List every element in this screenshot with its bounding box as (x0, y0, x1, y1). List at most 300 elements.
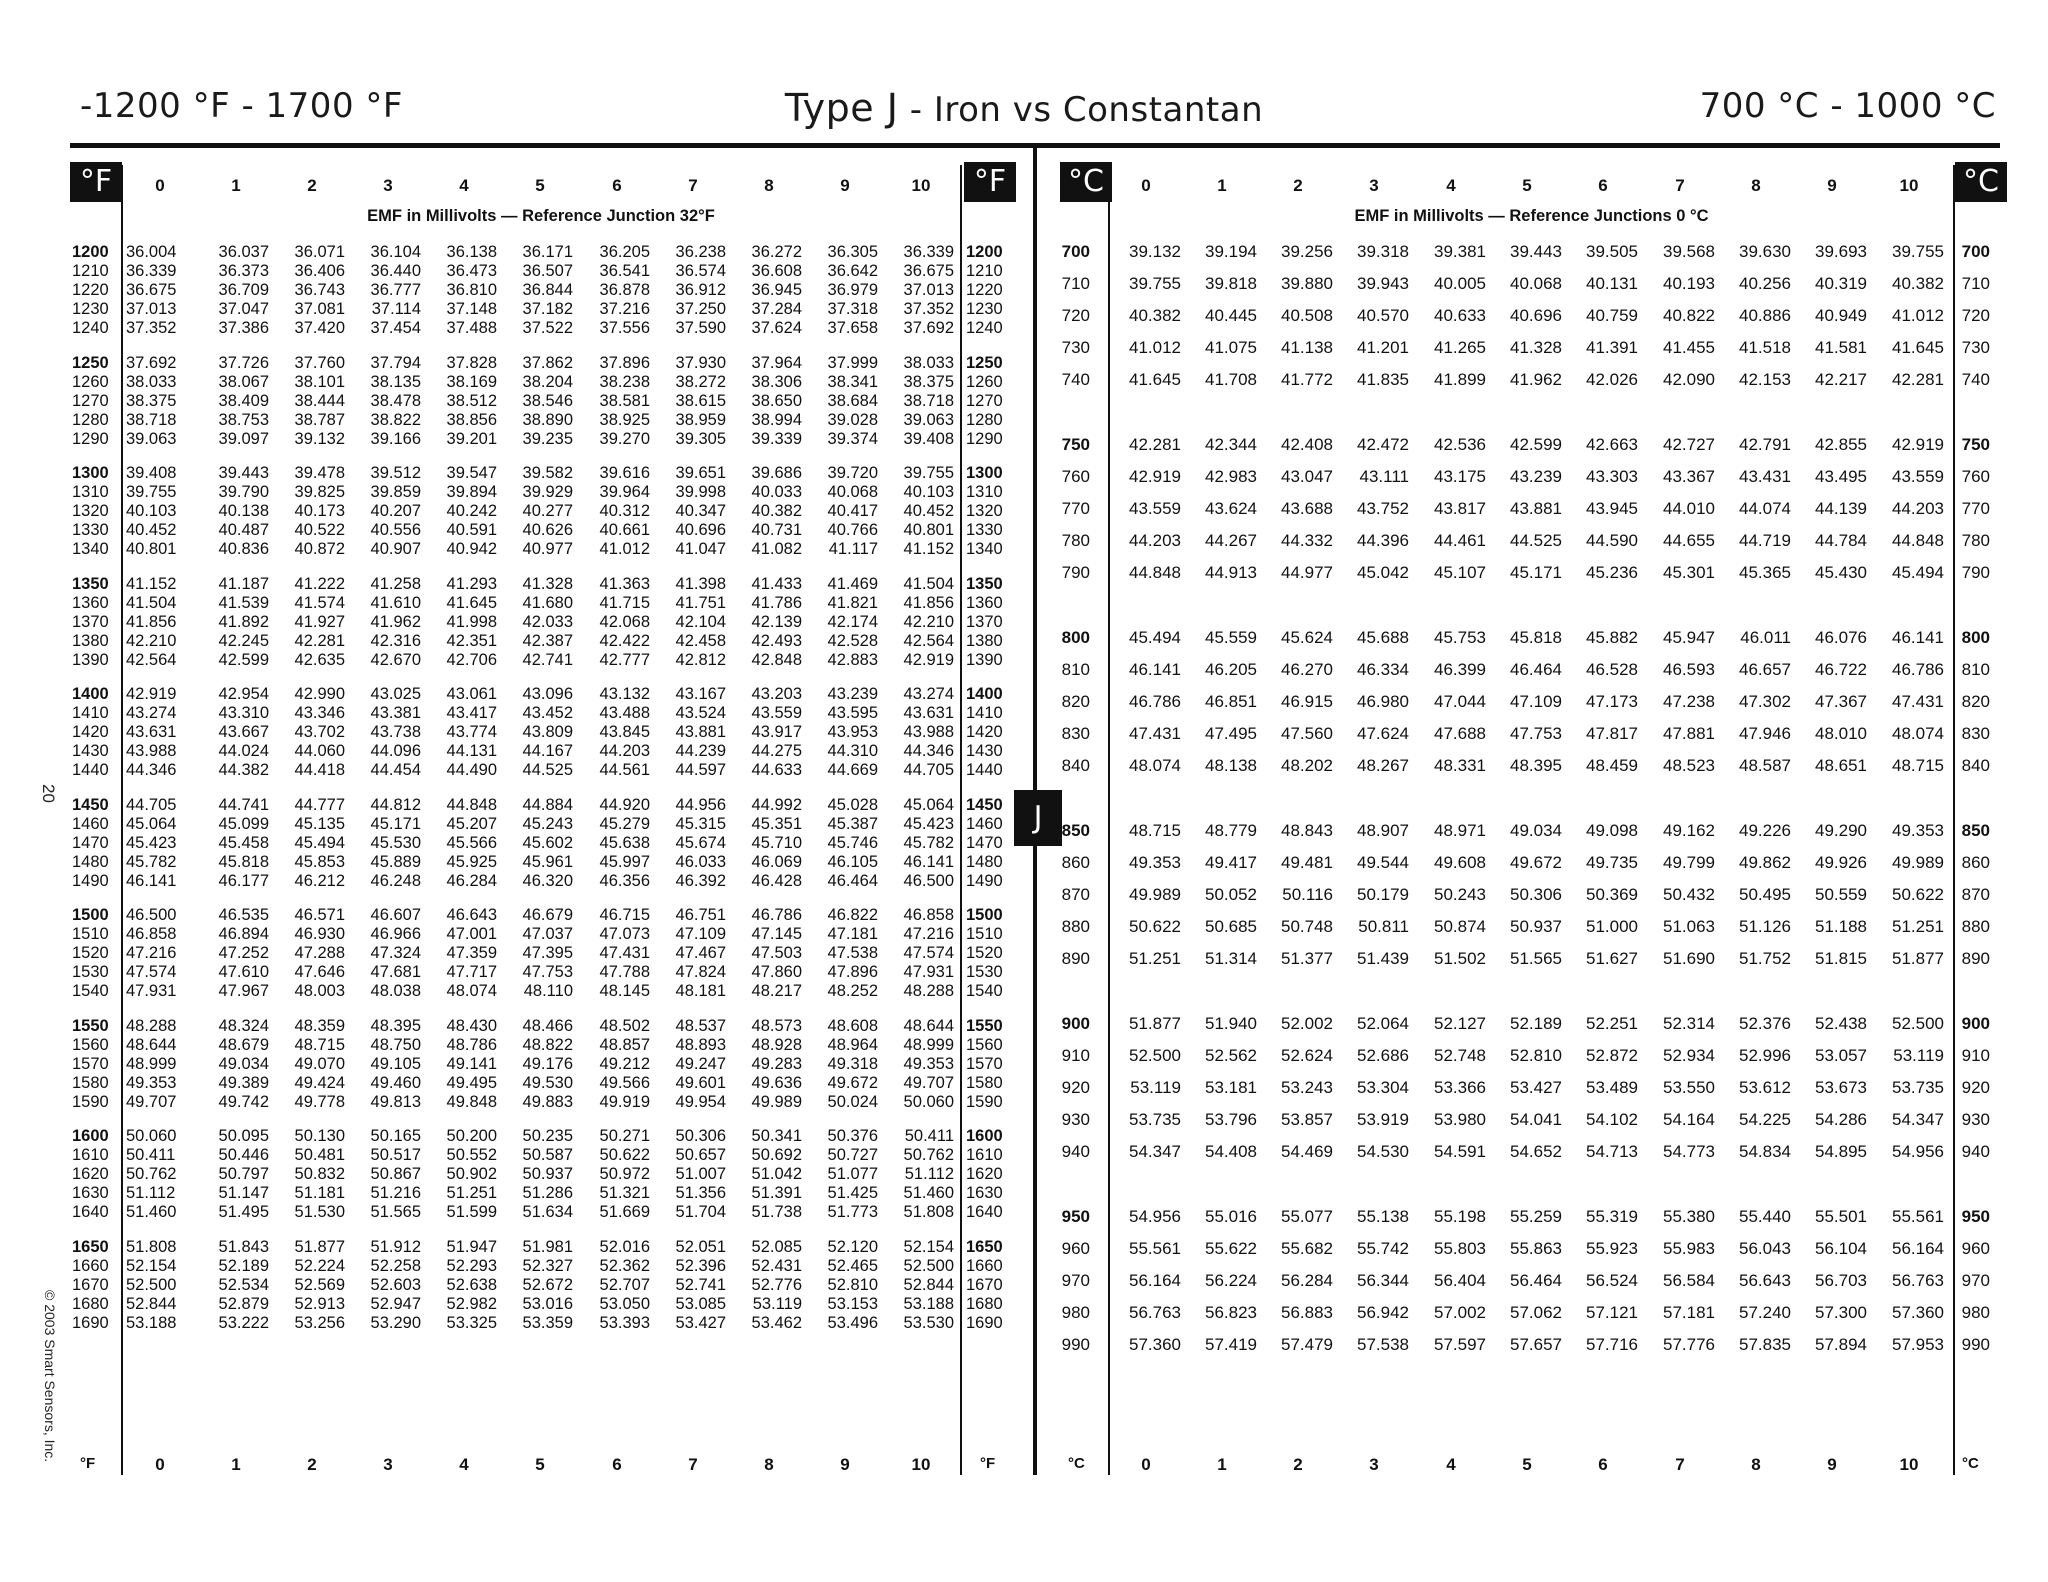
c-column-header: 1 (1217, 176, 1227, 195)
emf-cell: 39.132 (1129, 242, 1181, 261)
row-temp-left: 1330 (72, 521, 109, 539)
emf-cell: 43.752 (1357, 499, 1409, 518)
emf-cell: 56.643 (1739, 1271, 1791, 1290)
emf-cell: 37.556 (599, 319, 650, 337)
emf-cell: 39.194 (1205, 242, 1257, 261)
emf-cell: 53.188 (126, 1313, 177, 1332)
emf-cell: 40.696 (1510, 306, 1562, 325)
emf-cell: 39.790 (218, 483, 269, 501)
emf-cell: 45.494 (294, 833, 345, 852)
emf-cell: 49.799 (1663, 853, 1715, 872)
emf-cell: 43.303 (1586, 467, 1638, 486)
emf-cell: 42.599 (1510, 435, 1562, 454)
emf-cell: 47.560 (1281, 724, 1333, 743)
thermocouple-type-tab: J (1014, 790, 1062, 846)
emf-cell: 47.181 (827, 925, 878, 943)
emf-cell: 44.060 (294, 742, 345, 760)
row-temp-left: 1360 (72, 593, 109, 612)
row-temp-right: 970 (1961, 1271, 1990, 1290)
row-temp-right: 950 (1961, 1207, 1990, 1226)
emf-cell: 45.882 (1586, 628, 1638, 647)
emf-cell: 39.478 (294, 464, 345, 482)
emf-cell: 51.286 (522, 1184, 573, 1202)
emf-cell: 51.063 (1663, 917, 1715, 936)
emf-cell: 42.919 (1129, 467, 1181, 486)
emf-cell: 37.250 (675, 300, 726, 318)
row-temp-left: 1670 (72, 1275, 109, 1294)
emf-cell: 42.706 (446, 650, 497, 669)
emf-cell: 42.855 (1815, 435, 1867, 454)
row-temp-right: 800 (1961, 628, 1990, 647)
emf-cell: 49.919 (599, 1092, 650, 1111)
emf-cell: 45.746 (827, 833, 878, 852)
emf-cell: 44.848 (1892, 531, 1944, 550)
emf-cell: 52.638 (446, 1275, 497, 1294)
emf-cell: 50.762 (903, 1146, 954, 1164)
emf-cell: 52.996 (1739, 1046, 1791, 1065)
row-temp-right: 1340 (966, 540, 1003, 558)
emf-cell: 53.119 (1130, 1078, 1181, 1097)
emf-cell: 41.856 (126, 612, 177, 631)
emf-cell: 38.033 (126, 372, 177, 391)
emf-cell: 45.279 (599, 814, 650, 833)
emf-cell: 44.382 (218, 761, 269, 779)
emf-cell: 48.644 (903, 1016, 954, 1035)
table-row (0, 434, 2040, 456)
emf-cell: 44.396 (1357, 531, 1409, 550)
emf-cell: 52.258 (370, 1256, 421, 1275)
emf-cell: 44.203 (1129, 531, 1181, 550)
c-column-footer: 10 (1899, 1455, 1919, 1474)
emf-cell: 45.099 (218, 814, 269, 833)
emf-cell: 49.608 (1434, 853, 1486, 872)
emf-cell: 48.288 (126, 1016, 177, 1035)
emf-cell: 50.748 (1281, 917, 1333, 936)
row-temp-right: 760 (1961, 467, 1990, 486)
row-temp-right: 850 (1961, 821, 1990, 840)
table-row (0, 796, 1030, 815)
c-column-footer: 9 (1827, 1455, 1837, 1474)
emf-cell: 40.005 (1434, 274, 1486, 293)
emf-cell: 50.341 (751, 1127, 802, 1145)
row-temp-right: 1410 (966, 704, 1003, 722)
emf-cell: 41.222 (294, 574, 345, 593)
range-fahrenheit: -1200 °F - 1700 °F (80, 86, 403, 126)
emf-cell: 45.301 (1663, 563, 1715, 582)
emf-cell: 41.082 (751, 540, 802, 558)
emf-cell: 51.627 (1586, 949, 1638, 968)
table-row (0, 241, 2040, 263)
emf-cell: 42.919 (126, 685, 177, 703)
f-column-footer: 0 (155, 1455, 165, 1474)
emf-cell: 43.988 (126, 742, 177, 760)
row-temp-right: 1660 (966, 1256, 1003, 1275)
emf-cell: 39.630 (1739, 242, 1791, 261)
emf-cell: 47.431 (599, 944, 650, 962)
emf-cell: 38.959 (675, 410, 726, 429)
row-temp-right: 1500 (966, 906, 1003, 924)
table-row (0, 627, 2040, 649)
emf-cell: 40.907 (370, 540, 421, 558)
emf-cell: 46.643 (446, 906, 497, 924)
emf-cell: 39.318 (1357, 242, 1409, 261)
emf-cell: 42.635 (294, 650, 345, 669)
emf-cell: 44.418 (294, 761, 345, 779)
emf-cell: 53.735 (1892, 1078, 1944, 1097)
c-column-header: 4 (1446, 176, 1456, 195)
emf-cell: 43.595 (827, 704, 878, 722)
emf-cell: 52.913 (294, 1294, 345, 1313)
emf-cell: 51.112 (904, 1165, 954, 1183)
emf-cell: 36.104 (370, 243, 421, 261)
row-temp-right: 840 (1961, 756, 1990, 775)
c-column-footer: 5 (1522, 1455, 1532, 1474)
emf-cell: 53.462 (751, 1313, 802, 1332)
f-column-footer: 8 (764, 1455, 774, 1474)
row-temp-left: 1650 (72, 1237, 109, 1256)
emf-cell: 40.452 (903, 502, 954, 520)
emf-cell: 45.171 (370, 814, 421, 833)
emf-cell: 43.667 (218, 723, 269, 741)
emf-cell: 47.503 (751, 944, 802, 962)
emf-cell: 45.351 (751, 814, 802, 833)
emf-cell: 57.479 (1281, 1335, 1333, 1354)
emf-cell: 44.655 (1663, 531, 1715, 550)
emf-cell: 36.138 (446, 243, 497, 261)
emf-cell: 45.889 (370, 852, 421, 871)
emf-cell: 56.584 (1663, 1271, 1715, 1290)
emf-cell: 42.139 (751, 612, 802, 631)
emf-cell: 51.940 (1205, 1014, 1257, 1033)
emf-cell: 53.673 (1815, 1078, 1867, 1097)
row-temp-left: 940 (1061, 1142, 1090, 1161)
emf-cell: 56.703 (1815, 1271, 1867, 1290)
emf-cell: 46.593 (1663, 660, 1715, 679)
emf-cell: 54.286 (1815, 1110, 1867, 1129)
emf-cell: 50.432 (1663, 885, 1715, 904)
emf-cell: 51.530 (294, 1203, 345, 1221)
emf-cell: 43.738 (370, 723, 421, 741)
emf-cell: 52.500 (1892, 1014, 1944, 1033)
table-row (0, 659, 2040, 681)
emf-cell: 52.064 (1357, 1014, 1409, 1033)
emf-cell: 49.989 (1129, 885, 1181, 904)
row-temp-right: 770 (1961, 499, 1990, 518)
emf-cell: 46.076 (1815, 628, 1867, 647)
emf-cell: 46.786 (751, 906, 802, 924)
emf-cell: 49.176 (522, 1054, 573, 1073)
row-temp-right: 1480 (966, 852, 1003, 871)
row-temp-right: 940 (1961, 1142, 1990, 1161)
emf-cell: 36.440 (370, 262, 421, 280)
emf-cell: 36.709 (218, 281, 269, 299)
emf-cell: 41.047 (675, 540, 726, 558)
emf-cell: 36.979 (827, 281, 878, 299)
emf-cell: 46.535 (218, 906, 269, 924)
emf-cell: 40.103 (126, 502, 177, 520)
emf-cell: 40.452 (126, 521, 177, 539)
emf-cell: 48.587 (1739, 756, 1791, 775)
emf-cell: 44.884 (522, 795, 573, 814)
emf-cell: 38.204 (522, 372, 573, 391)
emf-cell: 52.624 (1281, 1046, 1333, 1065)
emf-cell: 42.983 (1205, 467, 1257, 486)
emf-cell: 46.657 (1739, 660, 1791, 679)
c-column-footer: 7 (1675, 1455, 1685, 1474)
emf-cell: 36.373 (218, 262, 269, 280)
emf-cell: 46.894 (218, 925, 269, 943)
emf-cell: 39.755 (903, 464, 954, 482)
f-column-header: 7 (688, 176, 698, 195)
row-temp-left: 1600 (72, 1127, 109, 1145)
row-temp-right: 1640 (966, 1203, 1003, 1221)
emf-cell: 42.564 (126, 650, 177, 669)
emf-cell: 46.399 (1434, 660, 1486, 679)
emf-cell: 42.104 (675, 612, 726, 631)
f-column-footer: 4 (459, 1455, 469, 1474)
emf-cell: 41.363 (599, 574, 650, 593)
row-temp-left: 1680 (72, 1294, 109, 1313)
emf-cell: 55.440 (1739, 1207, 1791, 1226)
emf-cell: 45.853 (294, 852, 345, 871)
emf-cell: 50.832 (294, 1165, 345, 1183)
emf-cell: 55.077 (1281, 1207, 1333, 1226)
emf-cell: 41.138 (1281, 338, 1333, 357)
table-row (0, 411, 1030, 430)
emf-cell: 56.942 (1357, 1303, 1409, 1322)
row-temp-right: 1300 (966, 464, 1003, 482)
emf-cell: 43.559 (1129, 499, 1181, 518)
row-temp-right: 1400 (966, 685, 1003, 703)
emf-cell: 52.154 (126, 1256, 177, 1275)
emf-cell: 46.786 (1129, 692, 1181, 711)
emf-cell: 48.074 (446, 982, 497, 1000)
emf-cell: 49.162 (1663, 821, 1715, 840)
emf-cell: 50.867 (370, 1165, 421, 1183)
title-type: Type J (784, 86, 899, 130)
emf-cell: 44.096 (370, 742, 421, 760)
emf-cell: 47.538 (827, 944, 878, 962)
emf-cell: 52.879 (218, 1294, 269, 1313)
emf-cell: 46.334 (1357, 660, 1409, 679)
emf-cell: 51.321 (599, 1184, 650, 1202)
row-temp-left: 1340 (72, 540, 109, 558)
emf-cell: 47.717 (446, 963, 497, 981)
emf-cell: 43.559 (1892, 467, 1944, 486)
emf-cell: 51.738 (751, 1203, 802, 1221)
emf-cell: 43.495 (1815, 467, 1867, 486)
emf-cell: 47.431 (1129, 724, 1181, 743)
emf-cell: 47.467 (675, 944, 726, 962)
emf-cell: 44.267 (1205, 531, 1257, 550)
emf-cell: 46.500 (903, 871, 954, 890)
table-row (0, 1141, 2040, 1163)
emf-cell: 40.131 (1586, 274, 1638, 293)
emf-cell: 54.652 (1510, 1142, 1562, 1161)
emf-cell: 46.751 (675, 906, 726, 924)
emf-cell: 39.270 (599, 429, 650, 448)
emf-cell: 49.883 (522, 1092, 573, 1111)
emf-cell: 52.189 (218, 1256, 269, 1275)
emf-cell: 46.141 (903, 852, 954, 871)
row-temp-left: 1580 (72, 1073, 109, 1092)
c-column-footer: 8 (1751, 1455, 1761, 1474)
emf-cell: 43.702 (294, 723, 345, 741)
row-temp-left: 1220 (72, 281, 109, 299)
c-unit-footer-right: °C (1962, 1455, 1979, 1472)
emf-cell: 51.377 (1281, 949, 1333, 968)
row-temp-right: 1370 (966, 612, 1003, 631)
emf-cell: 46.212 (294, 871, 345, 890)
emf-cell: 36.037 (218, 243, 269, 261)
emf-cell: 36.406 (294, 262, 345, 280)
row-temp-left: 1490 (72, 871, 109, 890)
emf-cell: 43.239 (1510, 467, 1562, 486)
emf-cell: 49.742 (218, 1092, 269, 1111)
emf-cell: 49.778 (294, 1092, 345, 1111)
emf-cell: 44.239 (675, 742, 726, 760)
emf-cell: 37.624 (751, 319, 802, 337)
emf-cell: 50.811 (1358, 917, 1409, 936)
table-row (0, 466, 2040, 488)
emf-cell: 51.981 (522, 1237, 573, 1256)
emf-cell: 45.107 (1434, 563, 1486, 582)
table-row (0, 1013, 2040, 1035)
emf-cell: 37.114 (371, 300, 421, 318)
row-temp-left: 1560 (72, 1035, 109, 1054)
emf-cell: 41.539 (218, 593, 269, 612)
emf-cell: 36.743 (294, 281, 345, 299)
emf-cell: 43.367 (1663, 467, 1715, 486)
emf-cell: 55.259 (1510, 1207, 1562, 1226)
row-temp-right: 1510 (966, 925, 1003, 943)
row-temp-left: 1450 (72, 795, 109, 814)
row-temp-right: 930 (1961, 1110, 1990, 1129)
emf-cell: 49.813 (370, 1092, 421, 1111)
emf-cell: 53.427 (675, 1313, 726, 1332)
emf-cell: 49.283 (751, 1054, 802, 1073)
emf-cell: 51.251 (446, 1184, 497, 1202)
c-column-header: 0 (1141, 176, 1151, 195)
emf-cell: 49.636 (751, 1073, 802, 1092)
emf-cell: 55.138 (1357, 1207, 1409, 1226)
row-temp-right: 1240 (966, 319, 1003, 337)
emf-cell: 48.324 (218, 1016, 269, 1035)
page-number: 20 (39, 784, 58, 803)
emf-cell: 48.010 (1815, 724, 1867, 743)
table-row (0, 948, 2040, 970)
emf-cell: 50.200 (446, 1127, 497, 1145)
emf-cell: 50.481 (294, 1146, 345, 1164)
emf-cell: 40.445 (1205, 306, 1257, 325)
emf-cell: 50.902 (446, 1165, 497, 1183)
row-temp-left: 1440 (72, 761, 109, 779)
row-temp-left: 1250 (72, 353, 109, 372)
emf-cell: 47.173 (1586, 692, 1638, 711)
emf-cell: 44.332 (1281, 531, 1333, 550)
emf-cell: 57.835 (1739, 1335, 1791, 1354)
emf-cell: 41.962 (370, 612, 421, 631)
row-temp-left: 1630 (72, 1184, 109, 1202)
c-column-footer: 2 (1293, 1455, 1303, 1474)
emf-cell: 48.359 (294, 1016, 345, 1035)
emf-cell: 52.016 (599, 1237, 650, 1256)
emf-cell: 57.360 (1892, 1303, 1944, 1322)
c-column-header: 6 (1598, 176, 1608, 195)
emf-cell: 39.235 (522, 429, 573, 448)
emf-cell: 39.998 (675, 483, 726, 501)
emf-cell: 50.243 (1434, 885, 1486, 904)
emf-cell: 57.181 (1663, 1303, 1715, 1322)
emf-cell: 56.763 (1129, 1303, 1181, 1322)
emf-cell: 41.645 (1129, 370, 1181, 389)
row-temp-left: 730 (1061, 338, 1090, 357)
table-row (0, 530, 2040, 552)
emf-cell: 46.679 (522, 906, 573, 924)
emf-cell: 47.044 (1434, 692, 1486, 711)
emf-cell: 37.930 (675, 353, 726, 372)
emf-cell: 55.622 (1205, 1239, 1257, 1258)
emf-cell: 49.707 (903, 1073, 954, 1092)
row-temp-right: 1580 (966, 1073, 1003, 1092)
emf-cell: 55.319 (1586, 1207, 1638, 1226)
row-temp-left: 1690 (72, 1313, 109, 1332)
emf-cell: 39.859 (370, 483, 421, 501)
f-unit-footer-right: °F (980, 1455, 996, 1472)
emf-cell: 39.755 (1129, 274, 1181, 293)
row-temp-right: 960 (1961, 1239, 1990, 1258)
emf-cell: 48.608 (827, 1016, 878, 1035)
emf-cell: 42.316 (370, 631, 421, 650)
emf-cell: 37.318 (827, 300, 878, 318)
emf-cell: 42.919 (903, 650, 954, 669)
row-temp-left: 960 (1061, 1239, 1090, 1258)
emf-cell: 37.692 (126, 353, 177, 372)
emf-cell: 57.240 (1739, 1303, 1791, 1322)
row-temp-left: 1640 (72, 1203, 109, 1221)
emf-cell: 46.715 (599, 906, 650, 924)
emf-cell: 42.245 (218, 631, 269, 650)
emf-cell: 40.977 (522, 540, 573, 558)
emf-cell: 51.216 (370, 1184, 421, 1202)
emf-cell: 43.274 (903, 685, 954, 703)
emf-cell: 50.235 (522, 1127, 573, 1145)
table-row (0, 1045, 2040, 1067)
emf-cell: 53.427 (1510, 1078, 1562, 1097)
emf-cell: 37.420 (294, 319, 345, 337)
emf-cell: 47.216 (126, 944, 177, 962)
emf-cell: 45.458 (218, 833, 269, 852)
emf-cell: 46.284 (446, 871, 497, 890)
row-temp-left: 1410 (72, 704, 109, 722)
emf-cell: 49.034 (1510, 821, 1562, 840)
emf-cell: 42.883 (827, 650, 878, 669)
emf-cell: 46.464 (827, 871, 878, 890)
emf-cell: 39.063 (126, 429, 177, 448)
row-temp-right: 700 (1961, 242, 1990, 261)
emf-cell: 46.069 (751, 852, 802, 871)
row-temp-left: 1540 (72, 982, 109, 1000)
emf-cell: 51.808 (903, 1203, 954, 1221)
emf-cell: 51.147 (218, 1184, 269, 1202)
emf-cell: 42.919 (1892, 435, 1944, 454)
emf-cell: 45.365 (1739, 563, 1791, 582)
emf-cell: 47.001 (446, 925, 497, 943)
c-unit-box-left: °C (1060, 162, 1112, 202)
emf-cell: 49.353 (1129, 853, 1181, 872)
emf-cell: 48.395 (1510, 756, 1562, 775)
emf-cell: 42.090 (1663, 370, 1715, 389)
